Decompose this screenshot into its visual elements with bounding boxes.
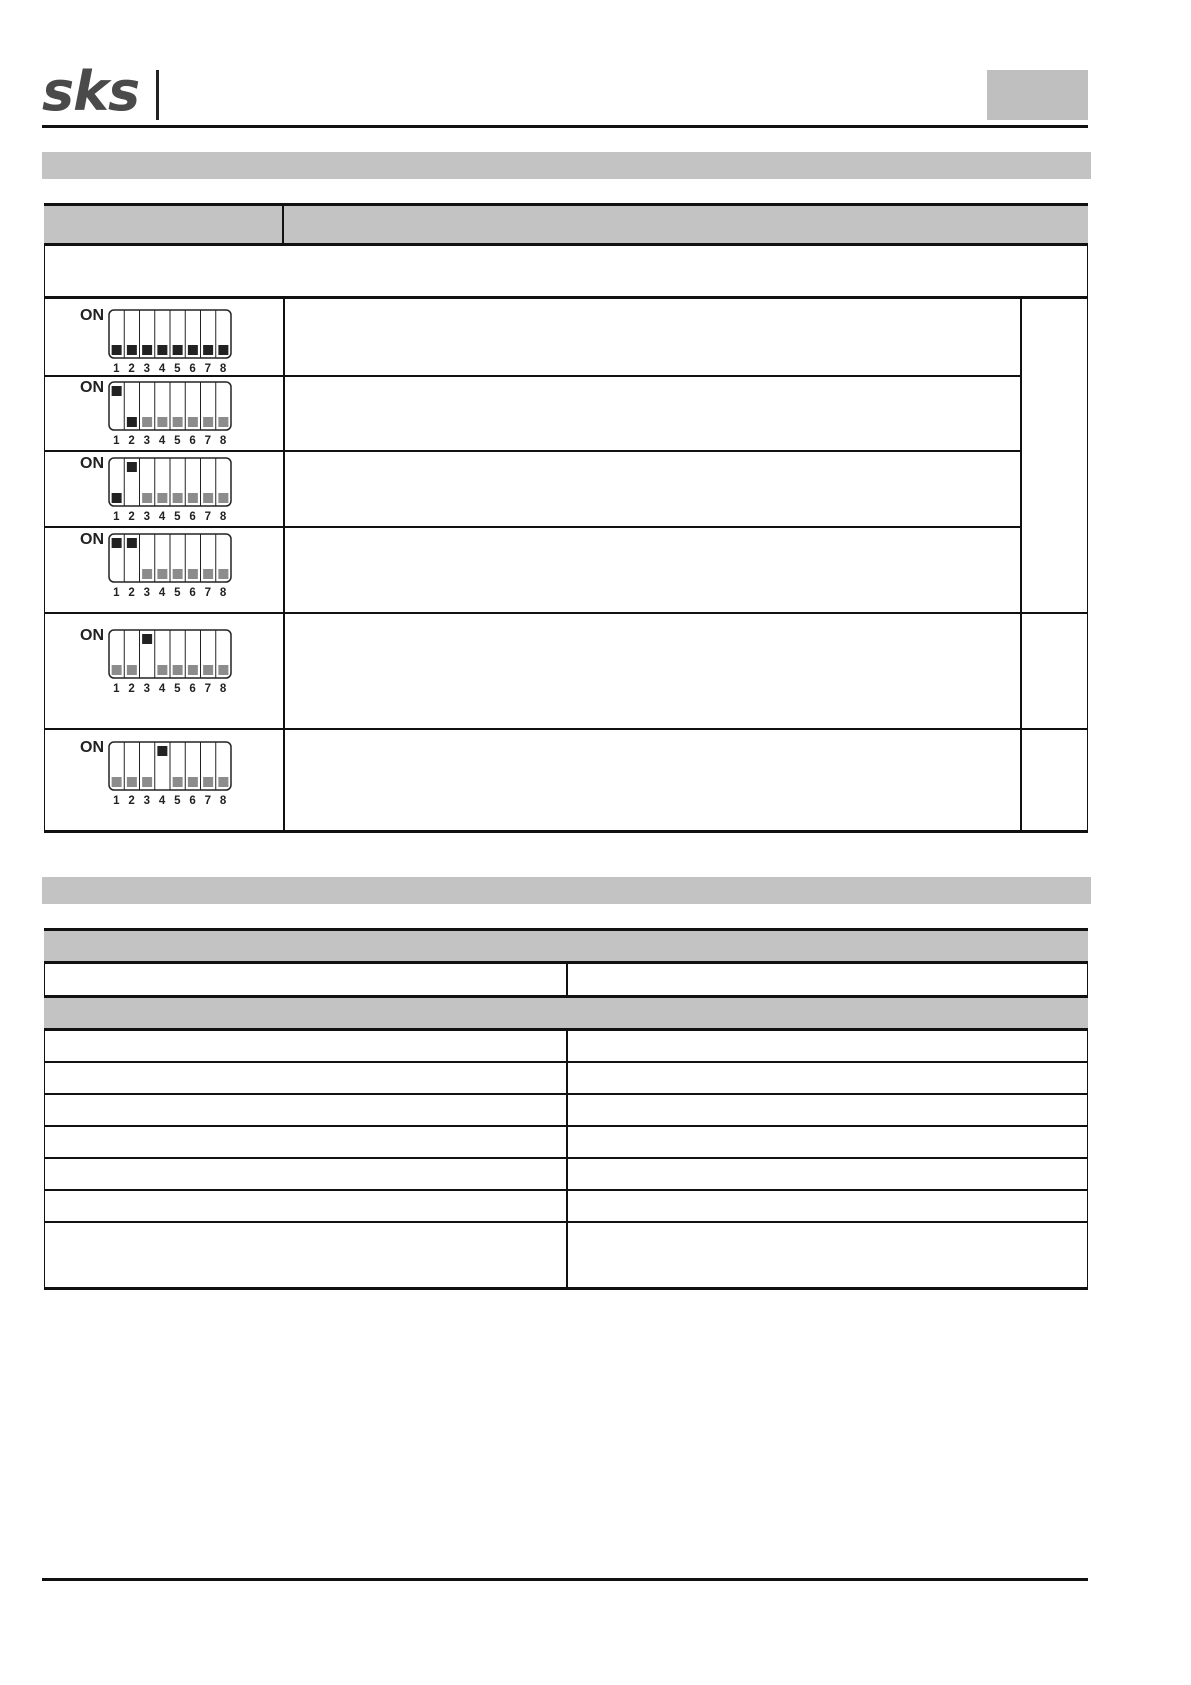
- switch-number: 6: [189, 683, 196, 695]
- switch-2-down-dark: [127, 345, 137, 355]
- switch-6-down-grey: [188, 417, 198, 427]
- switch-7-down-dark: [203, 345, 213, 355]
- column-separator-notes: [1020, 299, 1022, 830]
- dip-switch-diagram: [80, 379, 230, 451]
- switch-8-down-dark: [218, 345, 228, 355]
- switch-4-down-dark: [157, 345, 167, 355]
- switch-1-down-grey: [112, 777, 122, 787]
- switch-6-down-grey: [188, 569, 198, 579]
- switch-number: 4: [158, 511, 166, 523]
- switch-6-down-grey: [188, 777, 198, 787]
- switch-number: 6: [189, 511, 196, 523]
- switch-6-down-grey: [188, 493, 198, 503]
- switch-6-down-grey: [188, 665, 198, 675]
- switch-3-down-grey: [142, 493, 152, 503]
- switch-4-down-grey: [157, 569, 167, 579]
- switch-1-up: [112, 386, 122, 396]
- switch-number: 8: [219, 363, 227, 375]
- switch-number: 3: [143, 795, 151, 807]
- switch-number: 2: [128, 587, 135, 599]
- switch-5-down-grey: [173, 493, 183, 503]
- dip-switch-bank: [108, 533, 236, 585]
- switch-6-down-dark: [188, 345, 198, 355]
- switch-number: 2: [128, 511, 135, 523]
- column-separator: [566, 1031, 568, 1288]
- switch-number: 1: [113, 587, 120, 599]
- table-intro-row: [44, 246, 1088, 299]
- row-rule: [44, 1061, 1088, 1063]
- row-rule: [44, 1157, 1088, 1159]
- switch-number: 4: [158, 683, 166, 695]
- switch-number: 8: [219, 587, 227, 599]
- table-body: [44, 299, 1088, 833]
- switch-7-down-grey: [203, 417, 213, 427]
- switch-number: 1: [113, 511, 120, 523]
- dip-switch-bank: [108, 309, 236, 361]
- dip-switch-diagram: [80, 455, 230, 527]
- switch-2-down-grey: [127, 777, 137, 787]
- switch-number: 2: [128, 363, 135, 375]
- column-separator-switch: [283, 299, 285, 830]
- row-rule: [44, 1221, 1088, 1223]
- section-band-dip-settings: [42, 152, 1091, 179]
- switch-1-up: [112, 538, 122, 548]
- switch-number: 3: [143, 435, 151, 447]
- switch-7-down-grey: [203, 665, 213, 675]
- table-group-header-2: [44, 998, 1088, 1028]
- header-rule: [42, 125, 1088, 128]
- switch-2-up: [127, 538, 137, 548]
- row-rule: [45, 728, 1087, 730]
- switch-number: 1: [113, 363, 120, 375]
- switch-7-down-grey: [203, 569, 213, 579]
- switch-number: 2: [128, 683, 135, 695]
- switch-number: 1: [113, 795, 120, 807]
- switch-4-down-grey: [157, 665, 167, 675]
- dip-switch-bank: [108, 457, 236, 509]
- switch-number: 3: [143, 683, 151, 695]
- switch-8-down-grey: [218, 417, 228, 427]
- switch-number: 4: [158, 435, 166, 447]
- on-label: ON: [80, 739, 104, 756]
- switch-number: 5: [174, 363, 181, 375]
- switch-number: 7: [204, 511, 212, 523]
- switch-number: 5: [174, 435, 181, 447]
- switch-number: 8: [219, 511, 227, 523]
- switch-number: 1: [113, 683, 120, 695]
- switch-number: 2: [128, 795, 135, 807]
- switch-3-down-grey: [142, 777, 152, 787]
- switch-number: 5: [174, 511, 181, 523]
- row-rule: [44, 1093, 1088, 1095]
- switch-8-down-grey: [218, 493, 228, 503]
- switch-4-down-grey: [157, 493, 167, 503]
- switch-8-down-grey: [218, 665, 228, 675]
- switch-7-down-grey: [203, 777, 213, 787]
- switch-3-up: [142, 634, 152, 644]
- switch-number: 6: [189, 795, 196, 807]
- switch-3-down-dark: [142, 345, 152, 355]
- switch-number: 7: [204, 795, 212, 807]
- table-group-header-1: [44, 931, 1088, 961]
- dip-switch-diagram: [80, 739, 230, 811]
- dip-switch-diagram: [80, 531, 230, 603]
- switch-number: 6: [189, 363, 196, 375]
- switch-1-down-dark: [112, 493, 122, 503]
- switch-3-down-grey: [142, 417, 152, 427]
- switch-1-down-dark: [112, 345, 122, 355]
- switch-number: 2: [128, 435, 135, 447]
- dip-switch-diagram: [80, 627, 230, 699]
- dip-switch-diagram: [80, 307, 230, 379]
- table-bottom-rule: [44, 1287, 1088, 1290]
- header-column-separator: [282, 206, 284, 243]
- switch-4-down-grey: [157, 417, 167, 427]
- switch-2-down-dark: [127, 417, 137, 427]
- switch-7-down-grey: [203, 493, 213, 503]
- switch-number: 6: [189, 435, 196, 447]
- row-rule: [44, 1125, 1088, 1127]
- switch-5-down-grey: [173, 417, 183, 427]
- switch-number: 4: [158, 363, 166, 375]
- footer-rule: [42, 1578, 1088, 1581]
- switch-number: 8: [219, 683, 227, 695]
- switch-number: 5: [174, 587, 181, 599]
- dip-switch-bank: [108, 741, 236, 793]
- switch-number: 3: [143, 363, 151, 375]
- on-label: ON: [80, 307, 104, 324]
- row-rule: [45, 612, 1087, 614]
- specification-table: [44, 928, 1088, 1290]
- dip-switch-bank: [108, 381, 236, 433]
- switch-4-up: [157, 746, 167, 756]
- switch-5-down-grey: [173, 569, 183, 579]
- sks-logo: sks: [42, 60, 140, 123]
- switch-number: 3: [143, 587, 151, 599]
- switch-5-down-dark: [173, 345, 183, 355]
- switch-5-down-grey: [173, 665, 183, 675]
- switch-number: 4: [158, 795, 166, 807]
- switch-2-up: [127, 462, 137, 472]
- table-header-row: [44, 206, 1088, 246]
- switch-number: 7: [204, 435, 212, 447]
- switch-number: 6: [189, 587, 196, 599]
- switch-5-down-grey: [173, 777, 183, 787]
- switch-8-down-grey: [218, 569, 228, 579]
- switch-number: 8: [219, 435, 227, 447]
- logo-divider: [156, 70, 159, 120]
- section-band-specifications: [42, 877, 1091, 904]
- on-label: ON: [80, 455, 104, 472]
- dip-switch-table: [44, 203, 1088, 833]
- row-rule: [44, 1189, 1088, 1191]
- switch-number: 7: [204, 683, 212, 695]
- switch-8-down-grey: [218, 777, 228, 787]
- switch-1-down-grey: [112, 665, 122, 675]
- switch-number: 8: [219, 795, 227, 807]
- dip-switch-bank: [108, 629, 236, 681]
- on-label: ON: [80, 379, 104, 396]
- switch-number: 1: [113, 435, 120, 447]
- page-marker-box: [987, 70, 1088, 120]
- switch-number: 5: [174, 683, 181, 695]
- switch-number: 7: [204, 587, 212, 599]
- on-label: ON: [80, 531, 104, 548]
- switch-number: 7: [204, 363, 212, 375]
- switch-number: 3: [143, 511, 151, 523]
- switch-3-down-grey: [142, 569, 152, 579]
- switch-2-down-grey: [127, 665, 137, 675]
- switch-number: 5: [174, 795, 181, 807]
- column-separator: [566, 964, 568, 995]
- switch-number: 4: [158, 587, 166, 599]
- on-label: ON: [80, 627, 104, 644]
